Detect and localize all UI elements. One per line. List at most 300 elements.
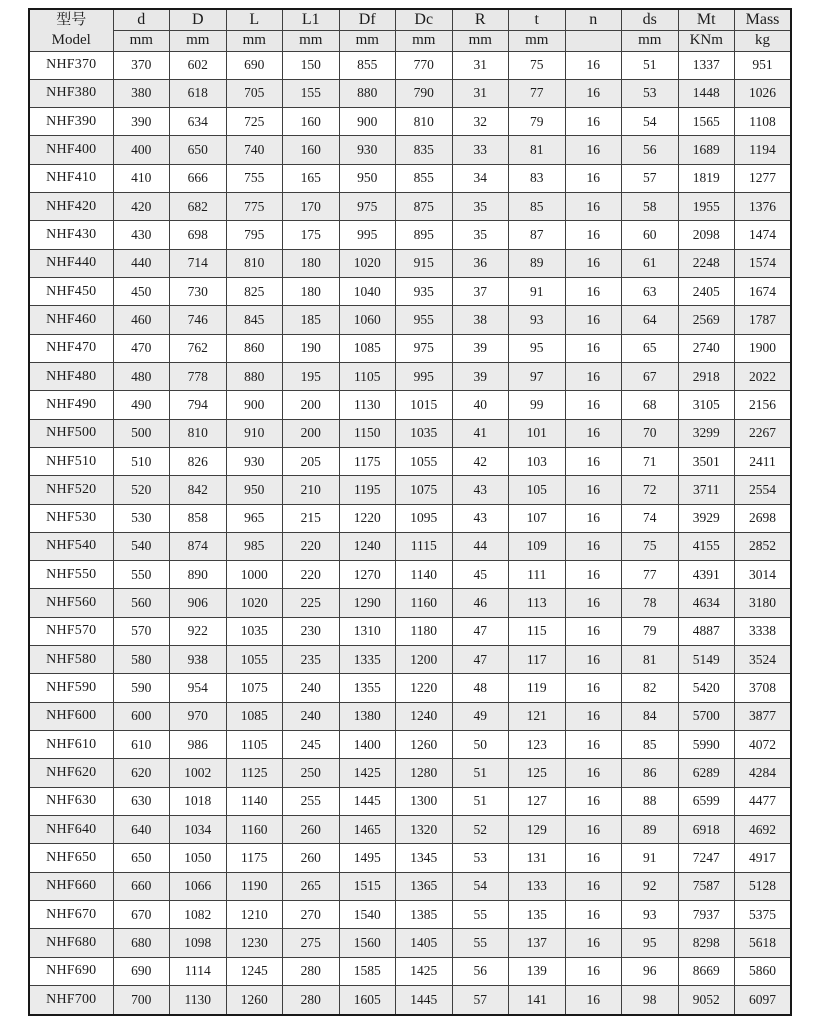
value-cell-L: 900 xyxy=(226,391,283,419)
value-cell-L1: 220 xyxy=(283,532,340,560)
model-cell: NHF500 xyxy=(29,419,113,447)
value-cell-D: 922 xyxy=(170,617,227,645)
value-cell-ds: 89 xyxy=(622,815,679,843)
value-cell-t: 125 xyxy=(509,759,566,787)
value-cell-n: 16 xyxy=(565,617,622,645)
value-cell-n: 16 xyxy=(565,872,622,900)
value-cell-Df: 975 xyxy=(339,193,396,221)
value-cell-Dc: 895 xyxy=(396,221,453,249)
value-cell-Dc: 835 xyxy=(396,136,453,164)
value-cell-Mt: 7587 xyxy=(678,872,735,900)
value-cell-n: 16 xyxy=(565,136,622,164)
value-cell-Mass: 2022 xyxy=(735,362,792,390)
model-cell: NHF450 xyxy=(29,278,113,306)
value-cell-L1: 175 xyxy=(283,221,340,249)
model-cell: NHF690 xyxy=(29,957,113,985)
value-cell-ds: 96 xyxy=(622,957,679,985)
value-cell-Mass: 5128 xyxy=(735,872,792,900)
value-cell-ds: 93 xyxy=(622,900,679,928)
model-cell: NHF490 xyxy=(29,391,113,419)
value-cell-t: 137 xyxy=(509,929,566,957)
table-row xyxy=(29,674,791,702)
table-row xyxy=(29,136,791,164)
model-cell: NHF540 xyxy=(29,532,113,560)
value-cell-Mass: 4477 xyxy=(735,787,792,815)
value-cell-t: 89 xyxy=(509,249,566,277)
model-cell: NHF510 xyxy=(29,447,113,475)
value-cell-Dc: 1425 xyxy=(396,957,453,985)
column-header-R: R xyxy=(452,9,509,31)
value-cell-d: 570 xyxy=(113,617,170,645)
value-cell-Df: 1105 xyxy=(339,362,396,390)
value-cell-Df: 995 xyxy=(339,221,396,249)
value-cell-Mass: 3338 xyxy=(735,617,792,645)
value-cell-Dc: 1345 xyxy=(396,844,453,872)
value-cell-n: 16 xyxy=(565,249,622,277)
value-cell-Df: 1220 xyxy=(339,504,396,532)
value-cell-Df: 1355 xyxy=(339,674,396,702)
value-cell-d: 480 xyxy=(113,362,170,390)
value-cell-R: 40 xyxy=(452,391,509,419)
value-cell-Mt: 6918 xyxy=(678,815,735,843)
value-cell-Mass: 1787 xyxy=(735,306,792,334)
value-cell-Df: 1335 xyxy=(339,646,396,674)
value-cell-L: 1020 xyxy=(226,589,283,617)
value-cell-d: 510 xyxy=(113,447,170,475)
model-cell: NHF530 xyxy=(29,504,113,532)
value-cell-d: 530 xyxy=(113,504,170,532)
value-cell-n: 16 xyxy=(565,278,622,306)
value-cell-L1: 205 xyxy=(283,447,340,475)
value-cell-L1: 215 xyxy=(283,504,340,532)
value-cell-R: 45 xyxy=(452,561,509,589)
value-cell-R: 56 xyxy=(452,957,509,985)
value-cell-Mt: 7937 xyxy=(678,900,735,928)
value-cell-L: 825 xyxy=(226,278,283,306)
value-cell-L1: 150 xyxy=(283,51,340,79)
value-cell-d: 460 xyxy=(113,306,170,334)
value-cell-Mt: 5700 xyxy=(678,702,735,730)
value-cell-L: 950 xyxy=(226,476,283,504)
value-cell-L: 1245 xyxy=(226,957,283,985)
value-cell-t: 77 xyxy=(509,79,566,107)
table-row xyxy=(29,164,791,192)
value-cell-ds: 75 xyxy=(622,532,679,560)
value-cell-R: 57 xyxy=(452,985,509,1014)
value-cell-R: 44 xyxy=(452,532,509,560)
value-cell-Dc: 810 xyxy=(396,108,453,136)
value-cell-Df: 1540 xyxy=(339,900,396,928)
value-cell-d: 660 xyxy=(113,872,170,900)
value-cell-t: 139 xyxy=(509,957,566,985)
column-header-t: t xyxy=(509,9,566,31)
value-cell-Mass: 1900 xyxy=(735,334,792,362)
value-cell-Dc: 1115 xyxy=(396,532,453,560)
model-cell: NHF400 xyxy=(29,136,113,164)
value-cell-L: 1035 xyxy=(226,617,283,645)
value-cell-t: 97 xyxy=(509,362,566,390)
value-cell-L1: 200 xyxy=(283,419,340,447)
value-cell-D: 618 xyxy=(170,79,227,107)
value-cell-t: 135 xyxy=(509,900,566,928)
value-cell-t: 115 xyxy=(509,617,566,645)
value-cell-t: 133 xyxy=(509,872,566,900)
value-cell-t: 99 xyxy=(509,391,566,419)
model-cell: NHF590 xyxy=(29,674,113,702)
value-cell-Df: 1060 xyxy=(339,306,396,334)
value-cell-L: 1260 xyxy=(226,985,283,1014)
value-cell-D: 810 xyxy=(170,419,227,447)
value-cell-Mass: 4072 xyxy=(735,731,792,759)
value-cell-Df: 1195 xyxy=(339,476,396,504)
value-cell-R: 53 xyxy=(452,844,509,872)
value-cell-Mt: 4391 xyxy=(678,561,735,589)
value-cell-Dc: 1385 xyxy=(396,900,453,928)
value-cell-Df: 930 xyxy=(339,136,396,164)
value-cell-n: 16 xyxy=(565,702,622,730)
value-cell-t: 109 xyxy=(509,532,566,560)
column-unit-ds: mm xyxy=(622,31,679,51)
value-cell-d: 700 xyxy=(113,985,170,1014)
value-cell-R: 35 xyxy=(452,221,509,249)
value-cell-d: 400 xyxy=(113,136,170,164)
value-cell-d: 630 xyxy=(113,787,170,815)
column-header-Mt: Mt xyxy=(678,9,735,31)
value-cell-ds: 51 xyxy=(622,51,679,79)
value-cell-L: 1055 xyxy=(226,646,283,674)
column-header-ds: ds xyxy=(622,9,679,31)
value-cell-L: 1000 xyxy=(226,561,283,589)
value-cell-Df: 1445 xyxy=(339,787,396,815)
value-cell-Dc: 1445 xyxy=(396,985,453,1014)
value-cell-ds: 61 xyxy=(622,249,679,277)
value-cell-Mass: 4692 xyxy=(735,815,792,843)
model-cell: NHF420 xyxy=(29,193,113,221)
value-cell-t: 75 xyxy=(509,51,566,79)
table-row xyxy=(29,844,791,872)
value-cell-Df: 1560 xyxy=(339,929,396,957)
value-cell-D: 1066 xyxy=(170,872,227,900)
value-cell-ds: 68 xyxy=(622,391,679,419)
column-header-Df: Df xyxy=(339,9,396,31)
value-cell-Df: 1380 xyxy=(339,702,396,730)
value-cell-Mt: 1689 xyxy=(678,136,735,164)
value-cell-Mt: 2569 xyxy=(678,306,735,334)
column-unit-R: mm xyxy=(452,31,509,51)
value-cell-L1: 155 xyxy=(283,79,340,107)
value-cell-t: 127 xyxy=(509,787,566,815)
model-cell: NHF560 xyxy=(29,589,113,617)
value-cell-ds: 60 xyxy=(622,221,679,249)
value-cell-n: 16 xyxy=(565,108,622,136)
value-cell-Mass: 1108 xyxy=(735,108,792,136)
value-cell-D: 986 xyxy=(170,731,227,759)
value-cell-L1: 260 xyxy=(283,844,340,872)
value-cell-ds: 74 xyxy=(622,504,679,532)
value-cell-ds: 53 xyxy=(622,79,679,107)
value-cell-Mt: 8298 xyxy=(678,929,735,957)
value-cell-R: 39 xyxy=(452,362,509,390)
value-cell-Mass: 1474 xyxy=(735,221,792,249)
value-cell-Mt: 2405 xyxy=(678,278,735,306)
value-cell-d: 620 xyxy=(113,759,170,787)
value-cell-Dc: 1075 xyxy=(396,476,453,504)
value-cell-L: 775 xyxy=(226,193,283,221)
value-cell-Df: 1175 xyxy=(339,447,396,475)
value-cell-R: 50 xyxy=(452,731,509,759)
model-header-en: Model xyxy=(51,32,91,49)
value-cell-Mt: 2740 xyxy=(678,334,735,362)
model-cell: NHF370 xyxy=(29,51,113,79)
value-cell-L1: 255 xyxy=(283,787,340,815)
value-cell-L: 690 xyxy=(226,51,283,79)
value-cell-L1: 200 xyxy=(283,391,340,419)
value-cell-R: 54 xyxy=(452,872,509,900)
value-cell-t: 113 xyxy=(509,589,566,617)
table-row xyxy=(29,221,791,249)
value-cell-Mass: 3877 xyxy=(735,702,792,730)
value-cell-Dc: 1095 xyxy=(396,504,453,532)
value-cell-Df: 1425 xyxy=(339,759,396,787)
table-row xyxy=(29,362,791,390)
model-cell: NHF520 xyxy=(29,476,113,504)
value-cell-n: 16 xyxy=(565,957,622,985)
table-body xyxy=(29,51,791,1015)
value-cell-L: 845 xyxy=(226,306,283,334)
value-cell-Df: 1400 xyxy=(339,731,396,759)
value-cell-Dc: 1140 xyxy=(396,561,453,589)
value-cell-Dc: 1240 xyxy=(396,702,453,730)
value-cell-Dc: 975 xyxy=(396,334,453,362)
model-cell: NHF550 xyxy=(29,561,113,589)
value-cell-R: 35 xyxy=(452,193,509,221)
table-row xyxy=(29,589,791,617)
value-cell-Mt: 2098 xyxy=(678,221,735,249)
value-cell-ds: 58 xyxy=(622,193,679,221)
value-cell-R: 52 xyxy=(452,815,509,843)
value-cell-Mt: 1565 xyxy=(678,108,735,136)
value-cell-Mt: 5990 xyxy=(678,731,735,759)
table-row xyxy=(29,929,791,957)
value-cell-Dc: 915 xyxy=(396,249,453,277)
value-cell-R: 47 xyxy=(452,617,509,645)
value-cell-ds: 54 xyxy=(622,108,679,136)
value-cell-L1: 250 xyxy=(283,759,340,787)
value-cell-R: 51 xyxy=(452,759,509,787)
value-cell-n: 16 xyxy=(565,476,622,504)
value-cell-L1: 230 xyxy=(283,617,340,645)
column-header-L: L xyxy=(226,9,283,31)
value-cell-L: 755 xyxy=(226,164,283,192)
value-cell-ds: 65 xyxy=(622,334,679,362)
value-cell-t: 93 xyxy=(509,306,566,334)
value-cell-t: 105 xyxy=(509,476,566,504)
value-cell-L: 795 xyxy=(226,221,283,249)
value-cell-Df: 1270 xyxy=(339,561,396,589)
value-cell-ds: 71 xyxy=(622,447,679,475)
value-cell-ds: 85 xyxy=(622,731,679,759)
value-cell-Mt: 1337 xyxy=(678,51,735,79)
column-unit-d: mm xyxy=(113,31,170,51)
value-cell-t: 91 xyxy=(509,278,566,306)
value-cell-n: 16 xyxy=(565,759,622,787)
value-cell-Dc: 1200 xyxy=(396,646,453,674)
value-cell-Mass: 3708 xyxy=(735,674,792,702)
value-cell-n: 16 xyxy=(565,815,622,843)
value-cell-L1: 180 xyxy=(283,278,340,306)
value-cell-n: 16 xyxy=(565,589,622,617)
value-cell-n: 16 xyxy=(565,674,622,702)
value-cell-L: 1230 xyxy=(226,929,283,957)
model-cell: NHF470 xyxy=(29,334,113,362)
column-unit-L1: mm xyxy=(283,31,340,51)
value-cell-R: 34 xyxy=(452,164,509,192)
value-cell-d: 490 xyxy=(113,391,170,419)
value-cell-D: 698 xyxy=(170,221,227,249)
value-cell-Mt: 4887 xyxy=(678,617,735,645)
value-cell-D: 762 xyxy=(170,334,227,362)
column-unit-Mass: kg xyxy=(735,31,792,51)
value-cell-Df: 1585 xyxy=(339,957,396,985)
value-cell-Dc: 1160 xyxy=(396,589,453,617)
table-row xyxy=(29,193,791,221)
value-cell-Df: 1495 xyxy=(339,844,396,872)
value-cell-D: 602 xyxy=(170,51,227,79)
model-cell: NHF640 xyxy=(29,815,113,843)
value-cell-ds: 67 xyxy=(622,362,679,390)
value-cell-Dc: 855 xyxy=(396,164,453,192)
value-cell-L: 1085 xyxy=(226,702,283,730)
value-cell-Mt: 1819 xyxy=(678,164,735,192)
table-row xyxy=(29,900,791,928)
value-cell-D: 954 xyxy=(170,674,227,702)
value-cell-Mass: 5375 xyxy=(735,900,792,928)
value-cell-ds: 82 xyxy=(622,674,679,702)
value-cell-Mt: 8669 xyxy=(678,957,735,985)
value-cell-Mt: 3711 xyxy=(678,476,735,504)
value-cell-Mt: 3929 xyxy=(678,504,735,532)
value-cell-L1: 225 xyxy=(283,589,340,617)
value-cell-n: 16 xyxy=(565,646,622,674)
table-row xyxy=(29,617,791,645)
value-cell-Dc: 955 xyxy=(396,306,453,334)
value-cell-d: 600 xyxy=(113,702,170,730)
value-cell-R: 43 xyxy=(452,476,509,504)
value-cell-Dc: 935 xyxy=(396,278,453,306)
value-cell-n: 16 xyxy=(565,193,622,221)
value-cell-d: 450 xyxy=(113,278,170,306)
column-header-d: d xyxy=(113,9,170,31)
value-cell-Df: 950 xyxy=(339,164,396,192)
value-cell-R: 38 xyxy=(452,306,509,334)
table-row xyxy=(29,334,791,362)
model-cell: NHF610 xyxy=(29,731,113,759)
value-cell-Mt: 2918 xyxy=(678,362,735,390)
value-cell-D: 1050 xyxy=(170,844,227,872)
value-cell-Mt: 7247 xyxy=(678,844,735,872)
value-cell-n: 16 xyxy=(565,731,622,759)
value-cell-L: 1105 xyxy=(226,731,283,759)
value-cell-Dc: 1405 xyxy=(396,929,453,957)
value-cell-t: 85 xyxy=(509,193,566,221)
value-cell-L1: 170 xyxy=(283,193,340,221)
value-cell-d: 690 xyxy=(113,957,170,985)
value-cell-ds: 81 xyxy=(622,646,679,674)
value-cell-R: 41 xyxy=(452,419,509,447)
table-row xyxy=(29,731,791,759)
value-cell-d: 440 xyxy=(113,249,170,277)
value-cell-R: 51 xyxy=(452,787,509,815)
model-cell: NHF380 xyxy=(29,79,113,107)
model-cell: NHF620 xyxy=(29,759,113,787)
value-cell-D: 1098 xyxy=(170,929,227,957)
value-cell-L1: 260 xyxy=(283,815,340,843)
value-cell-D: 666 xyxy=(170,164,227,192)
value-cell-D: 906 xyxy=(170,589,227,617)
value-cell-L1: 245 xyxy=(283,731,340,759)
value-cell-L1: 165 xyxy=(283,164,340,192)
value-cell-Mt: 4634 xyxy=(678,589,735,617)
value-cell-d: 610 xyxy=(113,731,170,759)
model-cell: NHF630 xyxy=(29,787,113,815)
value-cell-D: 1018 xyxy=(170,787,227,815)
value-cell-L1: 210 xyxy=(283,476,340,504)
value-cell-d: 560 xyxy=(113,589,170,617)
value-cell-ds: 88 xyxy=(622,787,679,815)
value-cell-Mass: 2267 xyxy=(735,419,792,447)
column-header-L1: L1 xyxy=(283,9,340,31)
value-cell-D: 1114 xyxy=(170,957,227,985)
value-cell-Dc: 875 xyxy=(396,193,453,221)
value-cell-L: 880 xyxy=(226,362,283,390)
value-cell-Dc: 1035 xyxy=(396,419,453,447)
value-cell-n: 16 xyxy=(565,51,622,79)
value-cell-L: 1190 xyxy=(226,872,283,900)
value-cell-n: 16 xyxy=(565,532,622,560)
value-cell-Mass: 2852 xyxy=(735,532,792,560)
value-cell-Mass: 1574 xyxy=(735,249,792,277)
value-cell-Mt: 4155 xyxy=(678,532,735,560)
value-cell-ds: 70 xyxy=(622,419,679,447)
value-cell-L: 930 xyxy=(226,447,283,475)
table-row xyxy=(29,532,791,560)
value-cell-L: 1075 xyxy=(226,674,283,702)
model-cell: NHF650 xyxy=(29,844,113,872)
value-cell-Df: 1515 xyxy=(339,872,396,900)
value-cell-Mass: 2156 xyxy=(735,391,792,419)
table-row xyxy=(29,504,791,532)
value-cell-Mass: 1674 xyxy=(735,278,792,306)
model-cell: NHF410 xyxy=(29,164,113,192)
value-cell-Mass: 4917 xyxy=(735,844,792,872)
column-unit-n xyxy=(565,31,622,51)
value-cell-Dc: 1300 xyxy=(396,787,453,815)
value-cell-Mt: 9052 xyxy=(678,985,735,1014)
table-row xyxy=(29,108,791,136)
value-cell-Mt: 5420 xyxy=(678,674,735,702)
value-cell-ds: 57 xyxy=(622,164,679,192)
column-header-Dc: Dc xyxy=(396,9,453,31)
value-cell-Mass: 6097 xyxy=(735,985,792,1014)
value-cell-ds: 56 xyxy=(622,136,679,164)
value-cell-n: 16 xyxy=(565,391,622,419)
value-cell-L: 965 xyxy=(226,504,283,532)
value-cell-L: 860 xyxy=(226,334,283,362)
value-cell-Dc: 1320 xyxy=(396,815,453,843)
value-cell-Dc: 1280 xyxy=(396,759,453,787)
value-cell-Mt: 5149 xyxy=(678,646,735,674)
table-row xyxy=(29,306,791,334)
